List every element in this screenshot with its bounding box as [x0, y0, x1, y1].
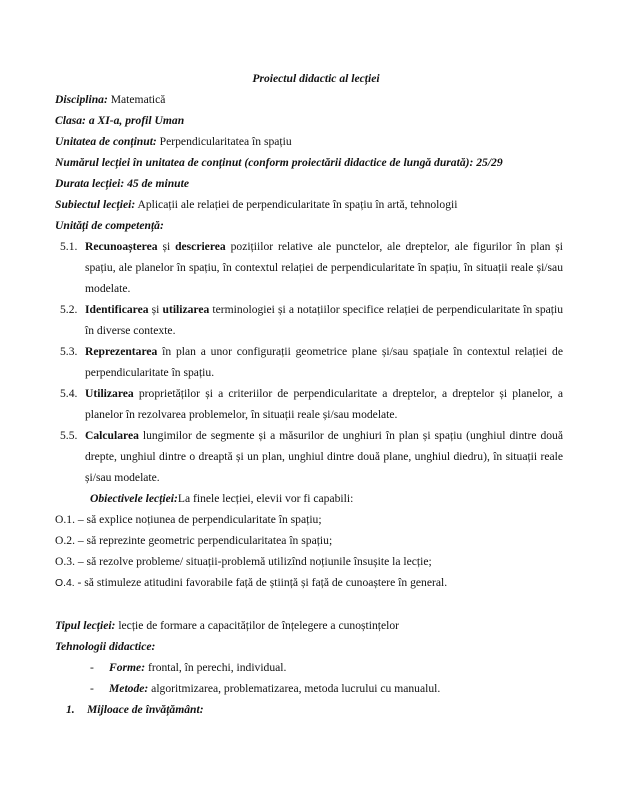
tehnologii-list	[55, 657, 563, 699]
dash-bullet: -	[90, 661, 94, 674]
tipul-label: Tipul lecției:	[55, 619, 116, 632]
item-bold: Recunoașterea	[85, 240, 158, 253]
field-clasa	[55, 110, 563, 131]
mijloace-item	[55, 699, 563, 720]
field-value: Aplicații ale relației de perpendicularitate în spațiu în artă, tehnologii	[135, 198, 458, 211]
item-label: Forme:	[109, 661, 146, 674]
competente-list	[55, 236, 563, 488]
item-number: 5.4.	[60, 387, 78, 400]
item-number: 5.3.	[60, 345, 78, 358]
item-number: 5.2.	[60, 303, 78, 316]
list-item: O.1. – să explice noțiunea de perpendicularitate în spațiu;	[55, 513, 322, 526]
item-number: 1.	[66, 703, 75, 716]
objective-text: - să stimuleze atitudini favorabile față de știință și față de cunoaștere în general.	[74, 576, 448, 589]
list-item	[55, 425, 563, 488]
item-text	[85, 383, 563, 425]
list-item: O.3. – să rezolve probleme/ situații-problemă utilizînd noțiunile însușite la lecție;	[55, 555, 432, 568]
item-bold: Reprezentarea	[85, 345, 158, 358]
field-disciplina	[55, 89, 563, 110]
item-text	[85, 299, 563, 341]
mijloace-heading: Mijloace de învățământ:	[87, 703, 204, 716]
tipul-value: lecție de formare a capacităților de înțelegere a cunoștințelor	[115, 619, 399, 632]
tehnologii-heading: Tehnologii didactice:	[55, 640, 156, 653]
item-bold: Identificarea	[85, 303, 149, 316]
field-numarul	[55, 152, 563, 173]
item-connector: și	[148, 303, 163, 316]
field-value: : 45 de minute	[120, 177, 189, 190]
competente-heading: Unități de competență:	[55, 219, 164, 232]
item-text	[85, 425, 563, 488]
dash-bullet: -	[90, 682, 94, 695]
list-item	[55, 383, 563, 425]
item-value: algoritmizarea, problematizarea, metoda lucrului cu manualul.	[148, 682, 441, 695]
field-label: Durata lecției	[55, 177, 121, 190]
item-number: 5.5.	[60, 429, 78, 442]
item-rest: proprietăților și a criteriilor de perpendicularitate a dreptelor, a dreptelor și planelor, a planelor în rezolvarea problemelor, în situații reale și/sau modelate.	[85, 387, 563, 421]
item-connector: și	[157, 240, 176, 253]
obiective-intro: La finele lecției, elevii vor fi capabili:	[177, 492, 354, 505]
obiective-heading: Obiectivele lecției:	[90, 492, 178, 505]
list-item	[55, 236, 563, 299]
list-item	[55, 572, 563, 594]
document-content	[55, 68, 563, 720]
item-rest: lungimilor de segmente și a măsurilor de unghiuri în plan și spațiu (unghiul dintre două drepte, unghiul dintre o dreaptă și un plan, unghiul dintre două plane, unghiul diedru), în situații reale și/sau modelate.	[85, 429, 563, 484]
list-item	[55, 678, 563, 699]
list-item	[55, 341, 563, 383]
item-bold: Calcularea	[85, 429, 139, 442]
item-bold: descrierea	[175, 240, 226, 253]
item-number: 5.1.	[60, 240, 78, 253]
field-label: Clasa: a XI-a, profil Uman	[55, 114, 185, 127]
field-value: Matematică	[107, 93, 166, 106]
field-value: Perpendicularitatea în spațiu	[156, 135, 292, 148]
item-rest: în plan a unor configurații geometrice plane și/sau spațiale în contextul relației de perpendicularitate în spațiu.	[85, 345, 563, 379]
item-bold: utilizarea	[162, 303, 210, 316]
list-item	[55, 657, 563, 678]
tipul-lectiei	[55, 615, 563, 636]
obiective-list	[55, 509, 563, 594]
item-bold: Utilizarea	[85, 387, 134, 400]
list-item	[55, 299, 563, 341]
field-label: Unitatea de conținut:	[55, 135, 157, 148]
item-label: Metode:	[109, 682, 149, 695]
field-label: Subiectul lecției:	[55, 198, 136, 211]
field-label: Disciplina:	[55, 93, 108, 106]
item-value: frontal, în perechi, individual.	[145, 661, 287, 674]
item-text	[85, 341, 563, 383]
objective-code: O.4.	[55, 578, 75, 589]
field-durata	[55, 173, 563, 194]
item-text	[85, 236, 563, 299]
item-rest: terminologiei și a notațiilor specifice relației de perpendicularitate în spațiu în diverse contexte.	[85, 303, 563, 337]
obiective-heading-line	[55, 488, 563, 509]
spacer	[55, 594, 563, 615]
field-unitatea	[55, 131, 563, 152]
header-fields	[55, 89, 563, 215]
list-item: O.2. – să reprezinte geometric perpendicularitatea în spațiu;	[55, 534, 333, 547]
field-label: Numărul lecției în unitatea de conținut (conform proiectării didactice de lungă durată): 25/29	[55, 156, 503, 169]
item-rest: pozițiilor relative ale punctelor, ale dreptelor, ale figurilor în plan și spațiu, ale planelor în spațiu, în contextul relației de perpendicularitate în spațiu, în situații reale și/sau modelate.	[85, 240, 564, 295]
field-subiectul	[55, 194, 563, 215]
page-title: Proiectul didactic al lecției	[252, 72, 380, 85]
